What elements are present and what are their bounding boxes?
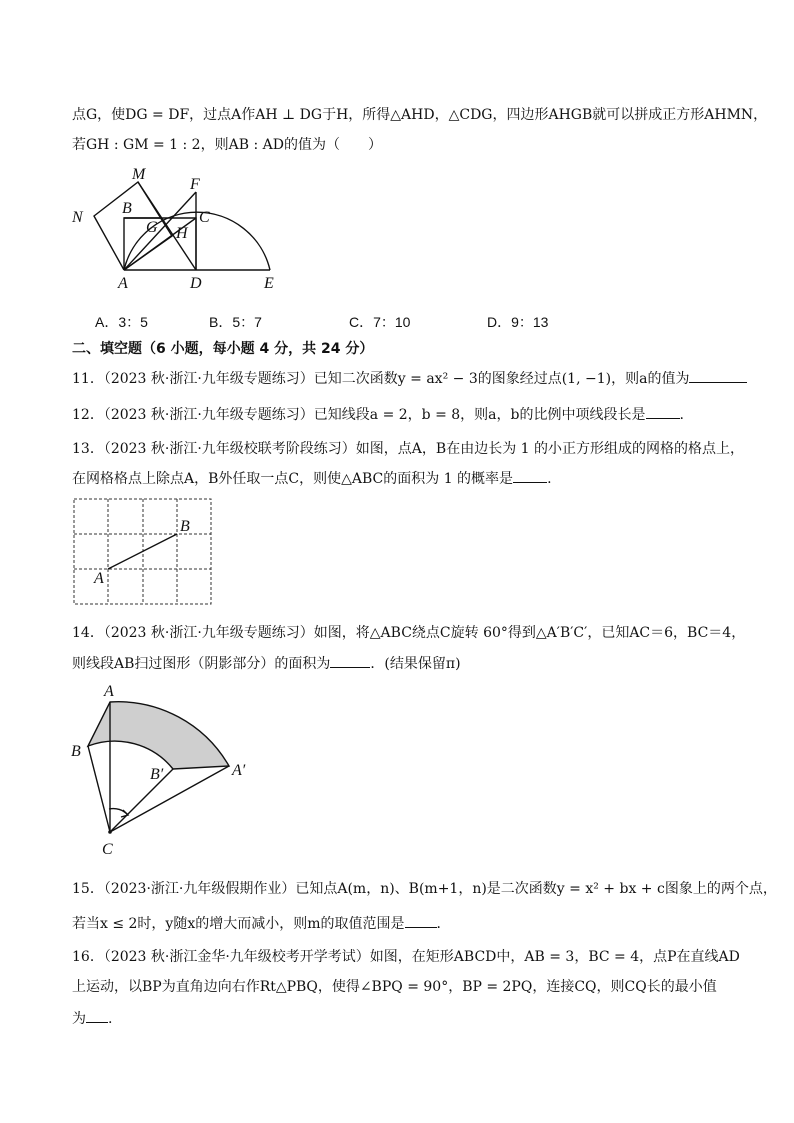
q15-end: ． (436, 916, 451, 932)
q10-line2: 若GH : GM = 1 : 2，则AB : AD的值为（ ） (72, 137, 382, 153)
q14-label-a: A (104, 683, 114, 700)
q16-end: . (108, 1011, 113, 1027)
q13-text: 在网格格点上除点A，B外任取一点C，则使△ABC的面积为 1 的概率是 (72, 471, 514, 487)
q16-line1: 16．（2023 秋·浙江金华·九年级校考开学考试）如图，在矩形ABCD中，AB = 3，BC = 4，点P在直线AD (72, 949, 740, 965)
q15-line2 (72, 913, 451, 933)
q14-label-a-prime: A′ (232, 762, 246, 779)
q10-option-a[interactable]: A．3：5 (95, 314, 148, 330)
q10-label-f: F (190, 176, 200, 193)
q14-line-cb-prime (110, 769, 173, 832)
q11-text: 11．（2023 秋·浙江·九年级专题练习）已知二次函数y = ax² − 3的图象经过点(1, −1)，则a的值为 (72, 371, 690, 387)
q13-label-a: A (94, 570, 104, 587)
q14-label-b: B (71, 743, 81, 760)
q14-line2 (72, 653, 461, 673)
q14-line-cb (88, 746, 110, 832)
q10-label-n: N (72, 209, 83, 226)
q13-end: . (547, 471, 552, 487)
q14-label-c: C (102, 841, 113, 858)
q10-label-m: M (132, 166, 146, 183)
section2-title: 二、填空题（6 小题，每小题 4 分，共 24 分） (72, 341, 374, 357)
q16-line3 (72, 1008, 112, 1028)
q14-line1: 14．（2023 秋·浙江·九年级专题练习）如图，将△ABC绕点C旋转 60°得到△A′B′C′，已知AC＝6，BC＝4， (72, 625, 746, 641)
q14-line-ca-prime (110, 766, 229, 832)
q15-line1: 15．（2023·浙江·九年级假期作业）已知点A(m，n)、B(m+1，n)是二次函数y = x² + bx + c图象上的两个点， (72, 881, 777, 897)
q16-line2: 上运动，以BP为直角边向右作Rt△PBQ，使得∠BPQ = 90°，BP = 2PQ，连接CQ，则CQ长的最小值 (72, 979, 717, 995)
q12-line (72, 404, 684, 424)
q15-answer-blank[interactable] (405, 913, 437, 928)
q13-line1: 13．（2023 秋·浙江·九年级校联考阶段练习）如图，点A，B在由边长为 1 的小正方形组成的网格的格点上， (72, 441, 744, 457)
q12-text: 12．（2023 秋·浙江·九年级专题练习）已知线段a = 2，b = 8，则a，b的比例中项线段长是 (72, 407, 646, 423)
q10-label-c: C (199, 209, 210, 226)
q14-text: 则线段AB扫过图形（阴影部分）的面积为 (72, 656, 331, 672)
q14-shaded-region (88, 702, 229, 769)
q10-label-e: E (264, 275, 274, 292)
q10-line1: 点G，使DG = DF，过点A作AH ⊥ DG于H，所得△AHD，△CDG，四边形AHGB就可以拼成正方形AHMN， (72, 107, 768, 123)
q10-option-b[interactable]: B．5：7 (209, 314, 262, 330)
q14-answer-blank[interactable] (330, 653, 370, 668)
q14-label-b-prime: B′ (150, 766, 164, 783)
q10-figure (68, 162, 288, 292)
q10-label-g: G (146, 219, 158, 236)
q13-answer-blank[interactable] (513, 468, 547, 483)
q10-label-b: B (122, 200, 132, 217)
q11-answer-blank[interactable] (689, 368, 747, 383)
q15-text: 若当x ≤ 2时，y随x的增大而减小，则m的取值范围是 (72, 916, 405, 932)
q16-text: 为 (72, 1011, 86, 1027)
q13-label-b: B (180, 518, 190, 535)
q14-end: ．(结果保留π) (370, 656, 461, 672)
q10-label-d: D (190, 275, 202, 292)
q12-answer-blank[interactable] (646, 404, 680, 419)
q11-line (72, 368, 747, 388)
q10-square (94, 182, 172, 270)
q14-figure (66, 682, 266, 860)
q10-option-c[interactable]: C．7：10 (349, 314, 411, 330)
q10-option-d[interactable]: D．9：13 (487, 314, 549, 330)
q13-grid-figure (72, 496, 214, 608)
q13-line2 (72, 468, 552, 488)
q10-label-h: H (176, 225, 188, 242)
q10-label-a: A (118, 275, 128, 292)
q16-answer-blank[interactable] (86, 1008, 108, 1023)
q12-end: . (679, 407, 684, 423)
